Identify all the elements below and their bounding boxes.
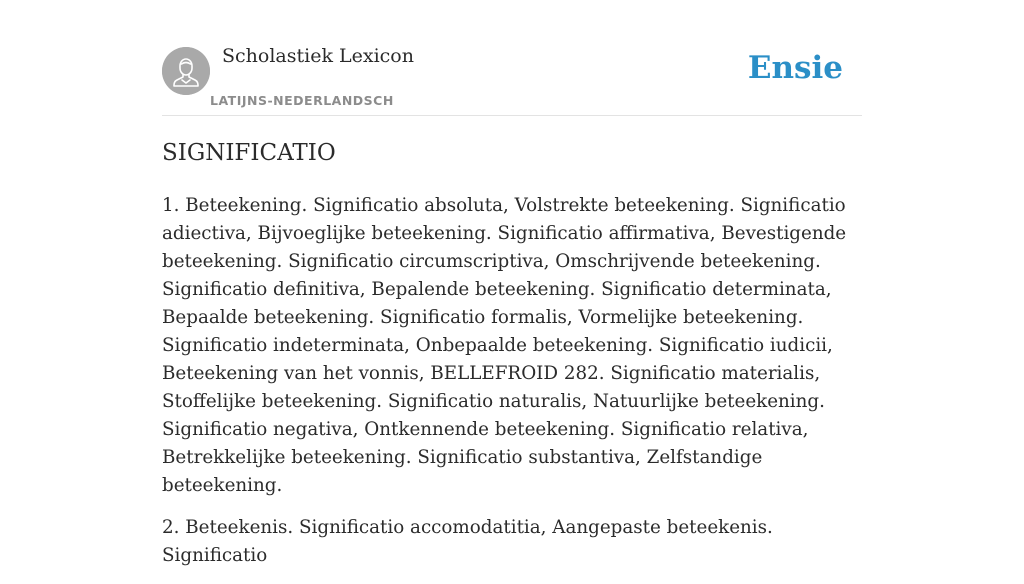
ensie-logo-link[interactable]: Ensie	[747, 50, 843, 86]
entry-title: SIGNIFICATIO	[162, 140, 336, 166]
definition-paragraph-2: 2. Beteekenis. Significatio accomodatitia, Aangepaste beteekenis. Significatio	[162, 517, 773, 566]
entry-body	[162, 192, 867, 584]
source-title[interactable]: Scholastiek Lexicon	[222, 45, 414, 67]
user-avatar-icon[interactable]	[162, 47, 210, 95]
definition-paragraph-1: 1. Beteekening. Significatio absoluta, Volstrekte beteekening. Significatio adiectiva, Bijvoeglijke beteekening. Significatio affirmativa, Bevestigende beteekening. Significatio circumscriptiva, Omschrijvende beteekening. Significatio definitiva, Bepalende beteekening. Significatio determinata, Bepaalde beteekening. Significatio formalis, Vormelijke beteekening. Significatio indeterminata, Onbepaalde beteekening. Significatio iudicii, Beteekening van het vonnis, BELLEFROID 282. Significatio materialis, Stoffelijke beteekening. Significatio naturalis, Natuurlijke beteekening. Significatio negativa, Ontkennende beteekening. Significatio relativa, Betrekkelijke beteekening. Significatio substantiva, Zelfstandige beteekening.	[162, 195, 847, 496]
source-subtitle: LATIJNS-NEDERLANDSCH	[210, 93, 394, 108]
content-container	[162, 0, 862, 566]
source-header	[162, 0, 862, 116]
